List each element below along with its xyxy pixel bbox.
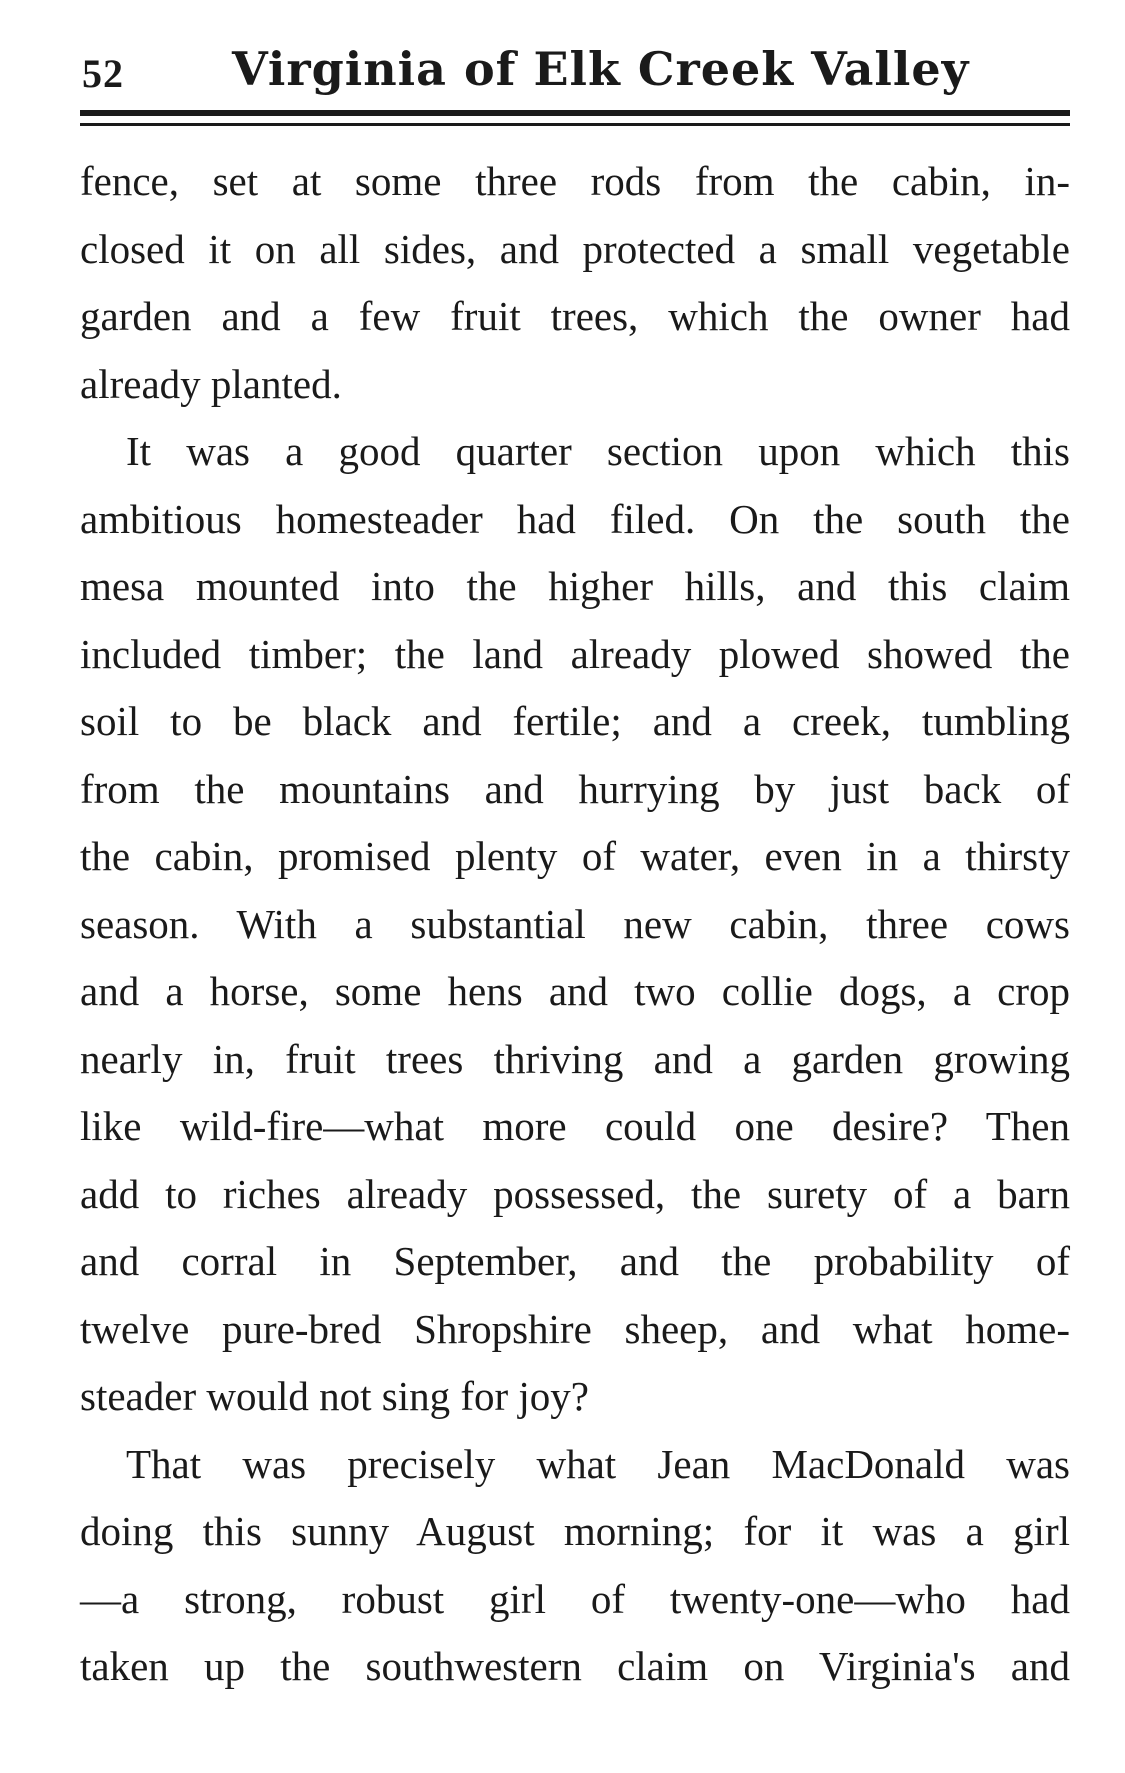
- text-line: and corral in September, and the probability of: [80, 1238, 1070, 1284]
- running-head: [82, 42, 1072, 102]
- text-line: closed it on all sides, and protected a small vegetable: [80, 225, 1070, 272]
- text-line: garden and a few fruit trees, which the owner had: [80, 293, 1070, 339]
- text-line: like wild-fire—what more could one desire? Then: [80, 1103, 1070, 1149]
- text-line: nearly in, fruit trees thriving and a garden growing: [80, 1035, 1070, 1082]
- text-line: taken up the southwestern claim on Virginia's and: [80, 1643, 1070, 1689]
- text-line: steader would not sing for joy?: [80, 1373, 589, 1419]
- text-line: already planted.: [80, 360, 342, 407]
- text-line: season. With a substantial new cabin, three cows: [80, 900, 1070, 947]
- text-line: soil to be black and fertile; and a creek, tumbling: [80, 698, 1070, 744]
- header-rule-thin: [80, 123, 1070, 126]
- text-line: It was a good quarter section upon which this: [126, 428, 1070, 474]
- text-line: twelve pure-bred Shropshire sheep, and what home-: [80, 1305, 1070, 1352]
- text-line: doing this sunny August morning; for it was a girl: [80, 1508, 1070, 1554]
- text-line: included timber; the land already plowed showed the: [80, 630, 1070, 677]
- body-text: [80, 148, 1070, 1701]
- header-rule-thick: [80, 110, 1070, 116]
- text-line: and a horse, some hens and two collie dogs, a crop: [80, 968, 1070, 1014]
- text-line: —a strong, robust girl of twenty-one—who had: [80, 1575, 1070, 1622]
- page-number: 52: [82, 51, 124, 96]
- text-line: mesa mounted into the higher hills, and this claim: [80, 563, 1070, 609]
- text-line: add to riches already possessed, the surety of a barn: [80, 1170, 1070, 1217]
- text-line: That was precisely what Jean MacDonald was: [126, 1440, 1070, 1487]
- text-line: fence, set at some three rods from the cabin, in-: [80, 158, 1070, 204]
- text-line: from the mountains and hurrying by just back of: [80, 765, 1070, 812]
- running-title: Virginia of Elk Creek Valley: [232, 42, 970, 96]
- text-line: the cabin, promised plenty of water, even in a thirsty: [80, 833, 1070, 879]
- text-line: ambitious homesteader had filed. On the south the: [80, 495, 1070, 542]
